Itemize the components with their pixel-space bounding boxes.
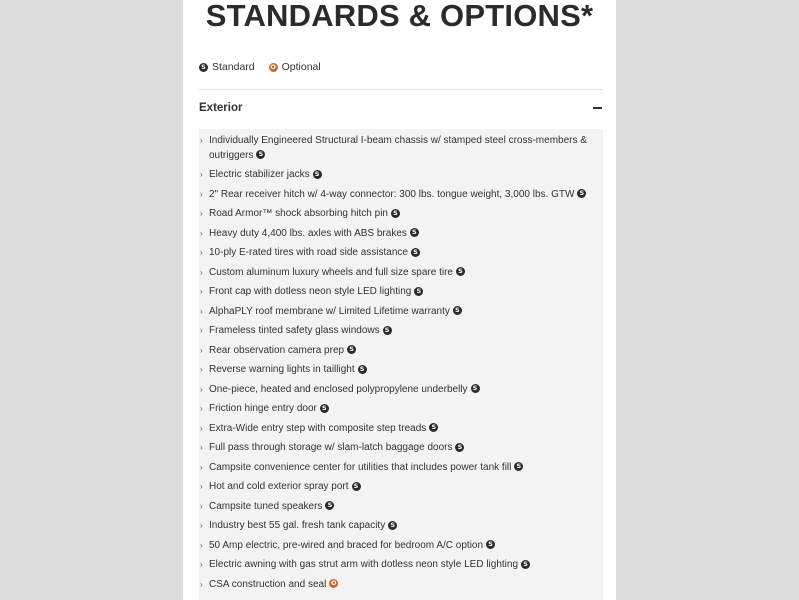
standard-badge-icon: S <box>577 189 586 198</box>
bullet-icon: › <box>200 267 203 277</box>
feature-text: Front cap with dotless neon style LED lighting <box>209 286 412 297</box>
feature-item <box>199 402 603 417</box>
standard-badge-icon: S <box>414 287 423 296</box>
feature-text: Road Armor™ shock absorbing hitch pin <box>209 208 388 219</box>
standard-badge-icon: S <box>411 248 420 257</box>
feature-item <box>199 383 603 398</box>
standard-badge-icon: S <box>456 267 465 276</box>
standard-badge-icon: S <box>358 365 367 374</box>
exterior-accordion-header[interactable] <box>199 100 603 116</box>
bullet-icon: › <box>200 540 203 550</box>
bullet-icon: › <box>200 482 203 491</box>
feature-text: Full pass through storage w/ slam-latch baggage doors <box>209 442 453 453</box>
standard-badge-icon: S <box>429 423 438 432</box>
bullet-icon: › <box>200 501 203 511</box>
legend-optional <box>269 61 321 73</box>
standard-badge-icon: S <box>455 443 464 452</box>
bullet-icon: › <box>200 248 203 257</box>
standard-badge-icon: S <box>383 326 392 335</box>
optional-badge-icon: O <box>270 62 276 71</box>
content-page <box>183 0 616 600</box>
feature-item <box>199 324 603 339</box>
feature-text: Hot and cold exterior spray port <box>209 481 349 492</box>
standard-badge-icon: S <box>391 209 400 218</box>
bullet-icon: › <box>200 345 203 355</box>
bullet-icon: › <box>200 189 203 199</box>
feature-item <box>199 246 603 261</box>
standard-badge-icon: S <box>199 63 208 72</box>
feature-panel <box>199 129 603 600</box>
feature-item <box>199 305 603 320</box>
section-title: Exterior <box>199 102 243 114</box>
bullet-icon: › <box>200 384 203 394</box>
standard-badge-icon: S <box>313 170 322 179</box>
collapse-icon[interactable] <box>593 107 602 109</box>
standard-badge-icon: S <box>325 501 334 510</box>
legend-standard <box>199 61 255 73</box>
feature-item <box>199 363 603 378</box>
feature-text: Campsite convenience center for utilities that includes power tank fill <box>209 461 512 473</box>
feature-item <box>199 500 603 515</box>
standard-badge-icon: S <box>453 306 462 315</box>
bullet-icon: › <box>200 287 203 296</box>
standard-badge-icon: S <box>410 228 419 237</box>
feature-text: Heavy duty 4,400 lbs. axles with ABS brakes <box>209 227 407 239</box>
divider <box>199 89 603 90</box>
feature-item <box>199 578 603 593</box>
feature-text: 10-ply E-rated tires with road side assistance <box>209 247 408 258</box>
feature-item <box>199 441 603 456</box>
legend-standard-label: Standard <box>212 61 255 73</box>
feature-text: Extra-Wide entry step with composite step treads <box>209 422 427 434</box>
bullet-icon: › <box>200 136 203 145</box>
bullet-icon: › <box>200 365 203 374</box>
feature-item <box>199 188 603 203</box>
bullet-icon: › <box>200 579 203 589</box>
standard-badge-icon: S <box>471 384 480 393</box>
bullet-icon: › <box>200 306 203 316</box>
standard-badge-icon: S <box>256 150 265 159</box>
feature-text: Campsite tuned speakers <box>209 500 323 512</box>
bullet-icon: › <box>200 209 203 218</box>
feature-item <box>199 519 603 534</box>
feature-text: Rear observation camera prep <box>209 344 345 356</box>
page-title: STANDARDS & OPTIONS* <box>205 0 594 33</box>
feature-list <box>199 129 603 592</box>
bullet-icon: › <box>200 521 203 530</box>
feature-item <box>199 480 603 495</box>
feature-text: One-piece, heated and enclosed polypropylene underbelly <box>209 383 468 395</box>
feature-item <box>199 461 603 476</box>
feature-item <box>199 285 603 300</box>
legend-optional-label: Optional <box>281 61 321 73</box>
legend <box>199 61 335 73</box>
bullet-icon: › <box>200 462 203 472</box>
feature-text: Individually Engineered Structural I-beam chassis w/ stamped steel cross-members & outriggers <box>209 135 587 161</box>
standard-badge-icon: S <box>352 482 361 491</box>
feature-item <box>199 168 603 183</box>
feature-item <box>199 266 603 281</box>
feature-text: Electric awning with gas strut arm with dotless neon style LED lighting <box>209 559 519 570</box>
bullet-icon: › <box>200 170 203 179</box>
feature-item <box>199 207 603 222</box>
feature-text: 50 Amp electric, pre-wired and braced for bedroom A/C option <box>209 539 484 551</box>
bullet-icon: › <box>200 326 203 335</box>
feature-item <box>199 344 603 359</box>
feature-text: 2" Rear receiver hitch w/ 4-way connector: 300 lbs. tongue weight, 3,000 lbs. GTW <box>209 188 575 200</box>
feature-text: Reverse warning lights in taillight <box>209 364 355 375</box>
feature-text: Industry best 55 gal. fresh tank capacity <box>209 520 386 531</box>
bullet-icon: › <box>200 404 203 413</box>
feature-item <box>199 134 603 163</box>
feature-item <box>199 422 603 437</box>
standard-badge-icon: S <box>320 404 329 413</box>
bullet-icon: › <box>200 423 203 433</box>
standard-badge-icon: S <box>388 521 397 530</box>
feature-text: Custom aluminum luxury wheels and full size spare tire <box>209 266 453 278</box>
feature-text: Frameless tinted safety glass windows <box>209 325 380 336</box>
standard-badge-icon: S <box>486 540 495 549</box>
optional-badge-icon: O <box>331 579 337 588</box>
feature-text: AlphaPLY roof membrane w/ Limited Lifetime warranty <box>209 305 450 317</box>
bullet-icon: › <box>200 560 203 569</box>
standard-badge-icon: S <box>521 560 530 569</box>
bullet-icon: › <box>200 228 203 238</box>
standard-badge-icon: S <box>347 345 356 354</box>
feature-item <box>199 227 603 242</box>
standard-badge-icon: S <box>514 462 523 471</box>
feature-text: Electric stabilizer jacks <box>209 169 310 180</box>
feature-item <box>199 539 603 554</box>
feature-text: CSA construction and seal <box>209 578 327 590</box>
bullet-icon: › <box>200 443 203 452</box>
feature-item <box>199 558 603 573</box>
feature-text: Friction hinge entry door <box>209 403 317 414</box>
